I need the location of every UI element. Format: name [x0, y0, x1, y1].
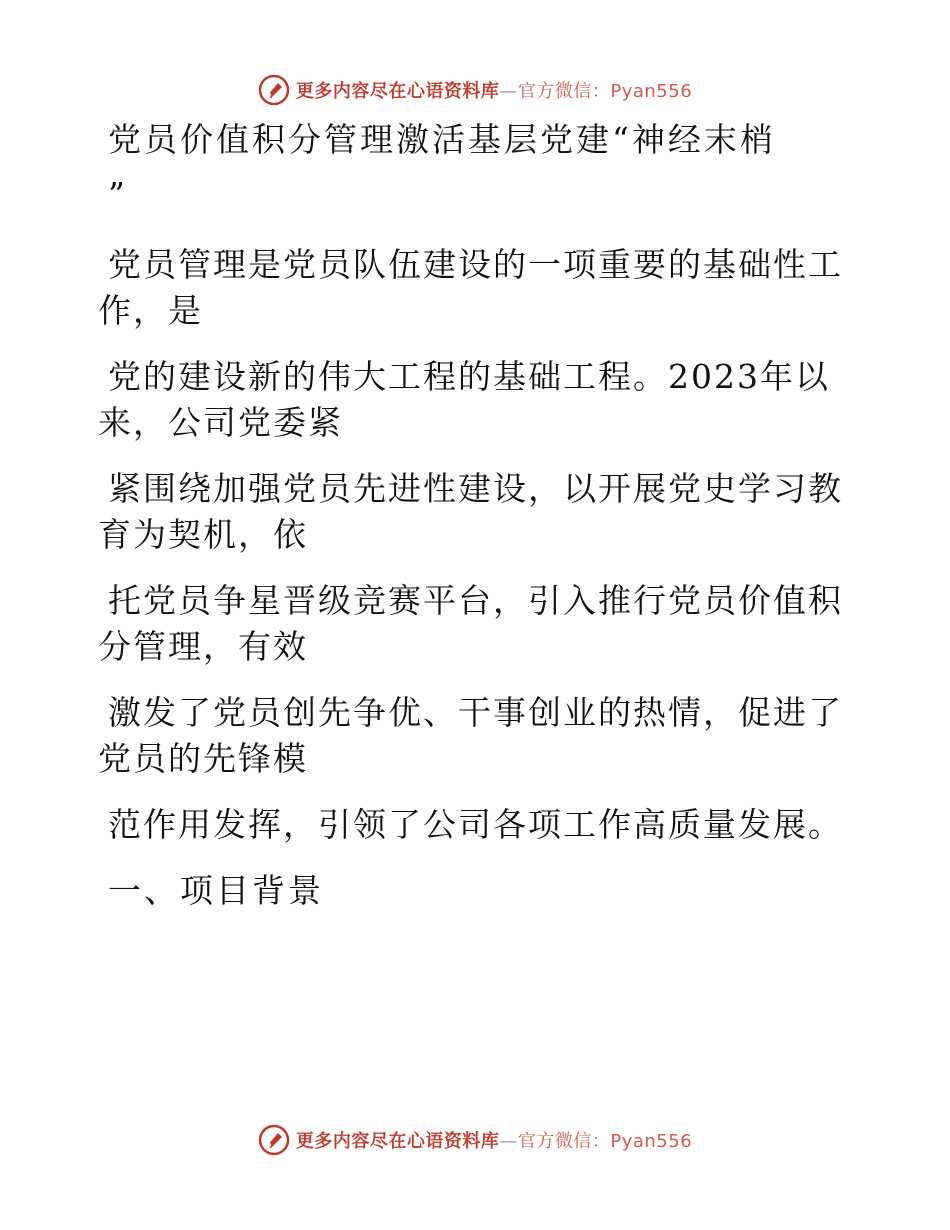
banner-wechat-id: Pyan556 — [610, 81, 693, 102]
document-title-tail: ” — [108, 175, 125, 214]
banner-wechat-label: 官方微信： — [517, 1131, 611, 1152]
paragraph-line: 分管理，有效 — [98, 627, 308, 666]
header-banner — [0, 72, 950, 108]
pen-nib-logo-icon — [258, 74, 290, 106]
banner-text — [296, 1127, 692, 1153]
paragraph-line: 党的建设新的伟大工程的基础工程。2023年以 — [108, 357, 830, 396]
banner-separator: — — [499, 1131, 518, 1152]
paragraph — [98, 242, 843, 334]
banner-brand: 更多内容尽在心语资料库 — [295, 1131, 500, 1152]
paragraph-line: 紧围绕加强党员先进性建设，以开展党史学习教 — [108, 469, 843, 508]
paragraph — [98, 578, 843, 670]
banner-wechat-label: 官方微信： — [517, 81, 611, 102]
paragraph-line: 党员的先锋模 — [98, 739, 308, 778]
paragraph — [98, 354, 838, 446]
paragraph — [98, 690, 843, 782]
banner-text — [296, 77, 692, 103]
paragraph-line: 党员管理是党员队伍建设的一项重要的基础性工 — [108, 245, 843, 284]
paragraph — [98, 802, 843, 848]
paragraph-line: 作，是 — [98, 291, 203, 330]
footer-banner — [0, 1122, 950, 1158]
section-title: 一、项目背景 — [108, 871, 324, 910]
pen-nib-logo-icon — [258, 1124, 290, 1156]
paragraph-line: 育为契机，依 — [98, 515, 308, 554]
paragraph-line: 来，公司党委紧 — [98, 403, 343, 442]
banner-brand: 更多内容尽在心语资料库 — [295, 81, 500, 102]
document-title: 党员价值积分管理激活基层党建“神经末梢 — [108, 120, 776, 159]
paragraph-line: 范作用发挥，引领了公司各项工作高质量发展。 — [108, 805, 843, 844]
paragraph-line: 托党员争星晋级竞赛平台，引入推行党员价值积 — [108, 581, 843, 620]
paragraph — [98, 466, 843, 558]
paragraph-line: 激发了党员创先争优、干事创业的热情，促进了 — [108, 693, 843, 732]
banner-separator: — — [499, 81, 518, 102]
document-body — [98, 110, 843, 914]
banner-wechat-id: Pyan556 — [610, 1131, 693, 1152]
